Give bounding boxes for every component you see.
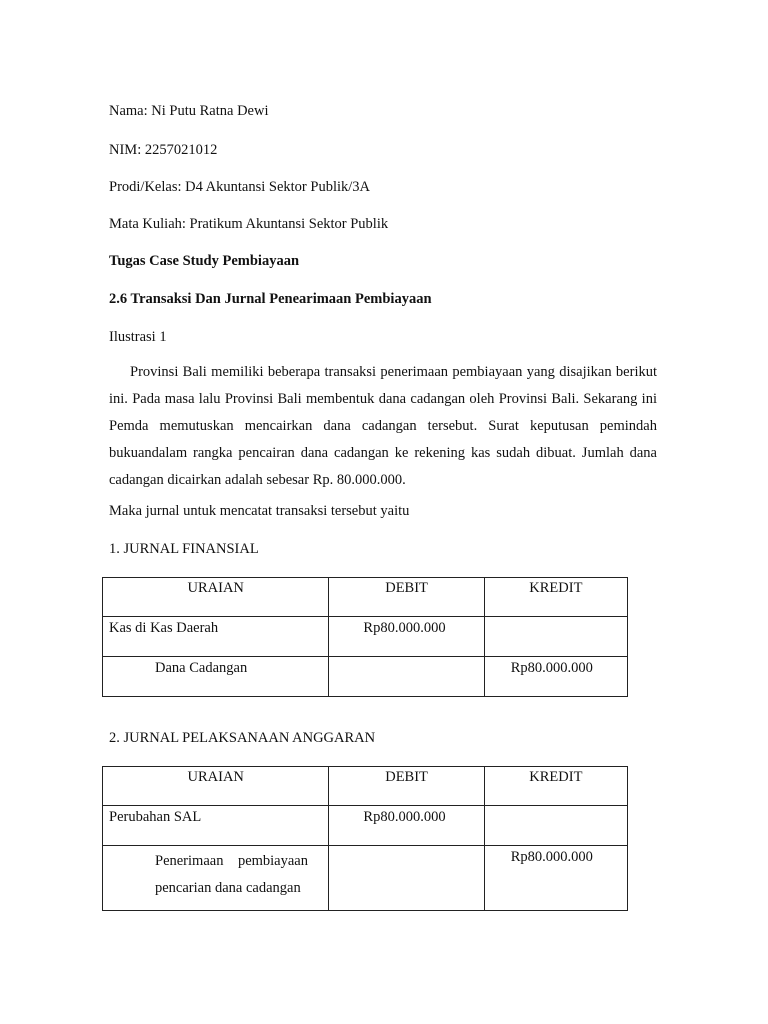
column-header-kredit: KREDIT [484,578,627,617]
cell-uraian-text [155,848,322,902]
task-title: Tugas Case Study Pembiayaan [109,253,300,269]
cell-kredit: Rp80.000.000 [484,657,627,697]
cell-debit [329,657,484,697]
cell-uraian: Kas di Kas Daerah [103,617,329,657]
illustration-label: Ilustrasi 1 [109,329,167,345]
cell-uraian-line-2: pencarian dana cadangan [155,880,301,896]
column-header-uraian: URAIAN [103,578,329,617]
student-nim: NIM: 2257021012 [109,142,218,158]
cell-uraian-line-1: Penerimaan pembiayaan [155,853,308,869]
cell-uraian [103,846,329,911]
table-row [103,617,628,657]
course-name: Mata Kuliah: Pratikum Akuntansi Sektor Publik [109,216,389,232]
column-header-kredit: KREDIT [484,767,627,806]
cell-uraian: Perubahan SAL [103,806,329,846]
cell-kredit [484,806,627,846]
cell-debit [329,846,484,911]
table-row [103,657,628,697]
cell-kredit [484,617,627,657]
section-title: 2.6 Transaksi Dan Jurnal Penearimaan Pembiayaan [109,291,432,307]
study-program: Prodi/Kelas: D4 Akuntansi Sektor Publik/3A [109,179,370,195]
column-header-debit: DEBIT [329,767,484,806]
journal-intro: Maka jurnal untuk mencatat transaksi tersebut yaitu [109,503,410,519]
table-row [103,846,628,911]
journal-1-heading: 1. JURNAL FINANSIAL [109,541,259,557]
cell-debit: Rp80.000.000 [329,806,484,846]
cell-debit: Rp80.000.000 [329,617,484,657]
cell-kredit: Rp80.000.000 [484,846,627,911]
illustration-paragraph: Provinsi Bali memiliki beberapa transaksi penerimaan pembiayaan yang disajikan berikut ini. Pada masa lalu Provinsi Bali membentuk dana cadangan oleh Provinsi Bali. Sekarang ini Pemda memutuskan mencairkan dana cadangan tersebut. Surat keputusan pemindah bukuandalam rangka pencairan dana cadangan ke rekening kas sudah dibuat. Jumlah dana cadangan dicairkan adalah sebesar Rp. 80.000.000. [109,364,657,488]
table-header-row [103,578,628,617]
table-header-row [103,767,628,806]
journal-2-table [102,766,628,911]
column-header-debit: DEBIT [329,578,484,617]
journal-1-table [102,577,628,697]
column-header-uraian: URAIAN [103,767,329,806]
journal-2-heading: 2. JURNAL PELAKSANAAN ANGGARAN [109,730,376,746]
cell-uraian: Dana Cadangan [103,657,329,697]
student-name: Nama: Ni Putu Ratna Dewi [109,103,269,119]
table-row [103,806,628,846]
